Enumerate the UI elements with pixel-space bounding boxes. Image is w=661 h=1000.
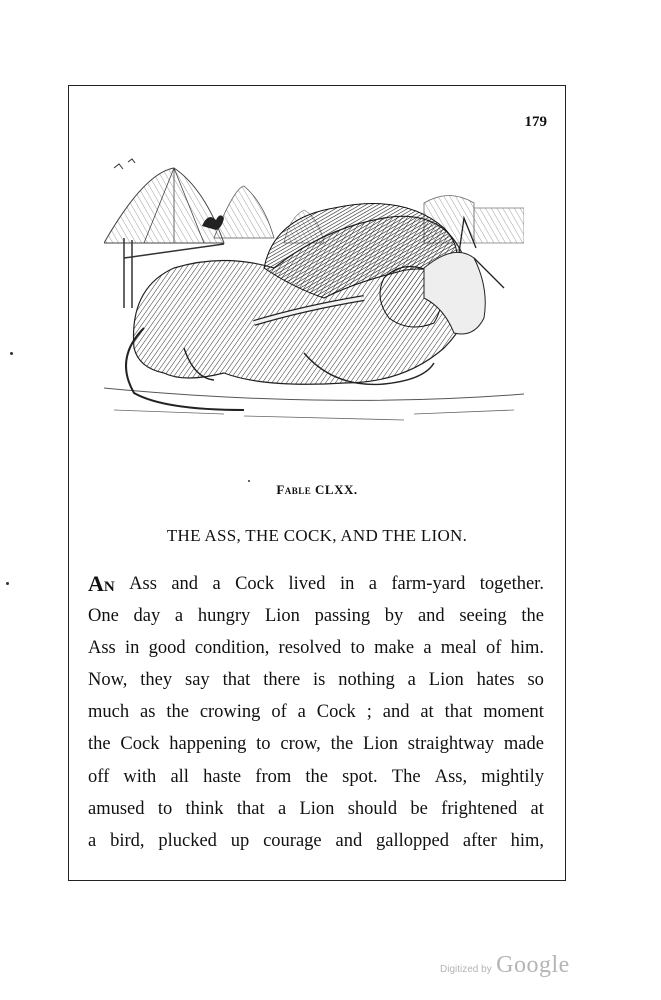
word: frightened	[441, 798, 518, 819]
fable-line	[88, 664, 544, 696]
word: in	[124, 638, 140, 659]
fable-line	[88, 761, 544, 793]
word: a	[174, 606, 184, 627]
word: to	[157, 798, 173, 819]
word: Lion	[264, 606, 300, 627]
word: lived	[288, 574, 326, 594]
word: and	[335, 830, 363, 851]
word: the	[166, 702, 189, 723]
word: One	[88, 606, 119, 627]
word: seeing	[459, 606, 507, 627]
word: to	[350, 638, 365, 659]
dropcap: An	[88, 571, 115, 596]
word: a	[407, 670, 416, 691]
word: a	[88, 830, 97, 851]
word: together.	[479, 574, 544, 594]
word: a	[212, 574, 221, 594]
fable-line	[88, 632, 544, 664]
fable-number: Fable CLXX.	[276, 482, 358, 497]
word: Ass,	[434, 766, 468, 787]
fable-body-text	[88, 568, 544, 857]
word: the	[88, 734, 111, 755]
word: moment	[483, 702, 544, 723]
word: be	[410, 798, 428, 819]
word: amused	[88, 798, 145, 819]
word: of	[485, 638, 502, 659]
margin-mark	[248, 480, 250, 482]
word: say	[185, 670, 210, 691]
word: a	[297, 702, 306, 723]
word: that	[444, 702, 473, 723]
margin-mark	[10, 352, 13, 355]
word: good	[148, 638, 186, 659]
word: spot.	[342, 766, 378, 787]
word: make	[374, 638, 415, 659]
lion-engraving-illustration	[104, 148, 524, 430]
word: Cock	[235, 574, 275, 594]
word: Lion	[363, 734, 398, 755]
word: him,	[510, 830, 544, 851]
word: Cock	[316, 702, 356, 723]
word: Now,	[88, 670, 128, 691]
word: is	[313, 670, 326, 691]
word: so	[527, 670, 544, 691]
google-watermark	[440, 952, 570, 979]
fable-line	[88, 728, 544, 760]
word: hungry	[197, 606, 251, 627]
word: after	[462, 830, 497, 851]
word: that	[222, 670, 251, 691]
word: Lion	[299, 798, 335, 819]
word: resolved	[278, 638, 342, 659]
word: the	[330, 734, 354, 755]
word: plucked	[158, 830, 217, 851]
word: and	[382, 702, 410, 723]
word: him.	[510, 638, 544, 659]
word: and	[417, 606, 445, 627]
word: bird,	[110, 830, 145, 851]
word: as	[140, 702, 156, 723]
word: and	[171, 574, 199, 594]
word: there	[263, 670, 301, 691]
word: Lion	[428, 670, 464, 691]
fable-line	[88, 696, 544, 728]
page-frame	[68, 85, 566, 881]
word: meal	[440, 638, 477, 659]
word: in	[339, 574, 355, 594]
word: a	[368, 574, 377, 594]
word: crowing	[199, 702, 261, 723]
page-number: 179	[524, 114, 547, 130]
word: all	[170, 766, 189, 787]
word: The	[391, 766, 421, 787]
word: at	[420, 702, 434, 723]
word: of	[271, 702, 287, 723]
word: at	[530, 798, 544, 819]
word: from	[255, 766, 292, 787]
word: up	[230, 830, 250, 851]
word: nothing	[338, 670, 395, 691]
word: a	[277, 798, 287, 819]
word: straightway	[407, 734, 495, 755]
word: to	[256, 734, 271, 755]
fable-line	[88, 568, 544, 600]
word: with	[123, 766, 157, 787]
fable-line	[88, 600, 544, 632]
word: Ass	[129, 574, 157, 594]
word: passing	[314, 606, 371, 627]
word: the	[521, 606, 544, 627]
word: farm-yard	[391, 574, 466, 594]
watermark-brand: Google	[496, 952, 570, 978]
word: off	[88, 766, 110, 787]
word: ;	[366, 702, 372, 723]
fable-title: THE ASS, THE COCK, AND THE LION.	[166, 526, 468, 545]
word: by	[384, 606, 404, 627]
word: think	[185, 798, 224, 819]
margin-mark	[6, 582, 9, 585]
word: happening	[169, 734, 247, 755]
word: gallopped	[376, 830, 449, 851]
word: they	[140, 670, 173, 691]
word: a	[423, 638, 432, 659]
word: day	[133, 606, 161, 627]
word: haste	[203, 766, 242, 787]
word: hates	[476, 670, 515, 691]
word: that	[236, 798, 265, 819]
word: the	[305, 766, 329, 787]
word: much	[88, 702, 130, 723]
word: should	[347, 798, 398, 819]
word: condition,	[194, 638, 270, 659]
word: Cock	[120, 734, 160, 755]
watermark-prefix: Digitized by	[440, 964, 492, 975]
word: made	[503, 734, 544, 755]
word: crow,	[280, 734, 321, 755]
fable-line	[88, 825, 544, 857]
word: Ass	[88, 638, 116, 659]
fable-line	[88, 793, 544, 825]
word: mightily	[481, 766, 544, 787]
word: courage	[263, 830, 322, 851]
